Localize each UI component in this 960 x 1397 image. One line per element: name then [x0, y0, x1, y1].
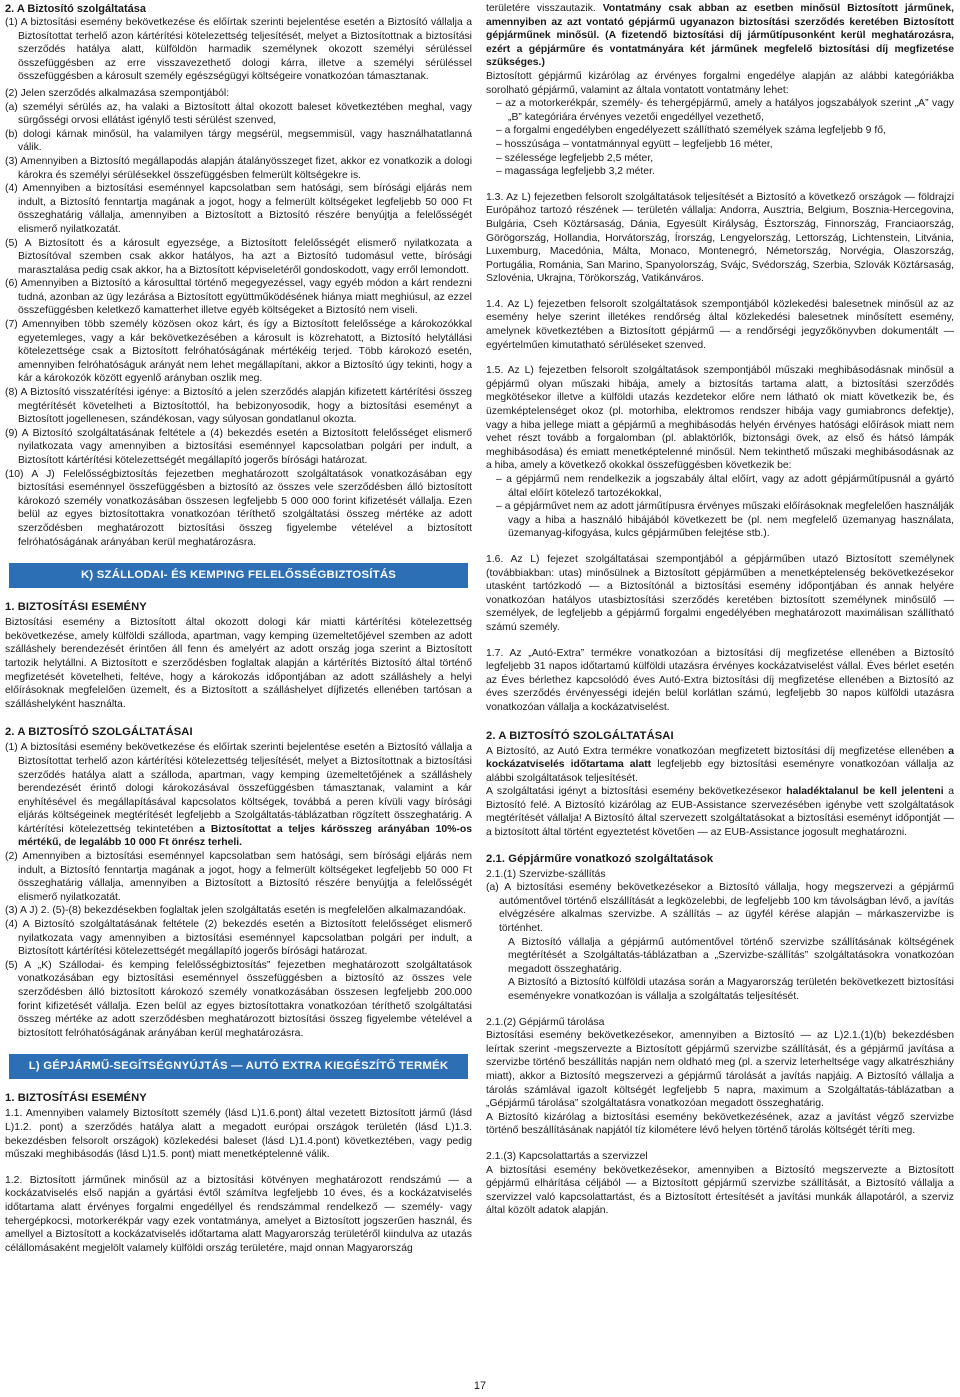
subsection-title: 2.1. Gépjárműre vonatkozó szolgáltatások [486, 852, 714, 865]
paragraph: 2.1.(3) Kapcsolattartás a szervizzel [486, 1150, 648, 1162]
paragraph: 1.7. Az „Autó-Extra” termékre vonatkozóan a biztosítási díj megfizetése ellenében a Biztosító legfeljebb 31 napos időtartamú külföldi utazásra érvényes kockázatviselést vállal. Éves bérlet esetén az Éves bérlethez kapcsolódó éves Autó-Extra biztosítási díj megfizetése ellenében a Biztosító az éves szerződés érvényességi idején belül korlátlan számú, legfeljebb 30 napos külföldi utazásra vonatkozóan vállalja a kockázatviselést. [486, 647, 954, 713]
paragraph: 2.1.(2) Gépjármű tárolása [486, 1016, 605, 1028]
page-number: 17 [473, 1380, 487, 1392]
paragraph: 1.2. Biztosított járműnek minősül az a biztosítási kötvényen meghatározott rendszámú — a kockázatviselés első napján a gyártási évtől számítva legfeljebb 10 éves, és a kockázatviselés időtartama alatt érvényes forgalmi engedéllyel és rendszámmal rendelkező — személy- vagy tehergépkocsi, motorkerékpár vagy ezek vontatmánya, amelyet a Biztosított jogszerűen használ, és amellyel a Biztosított a kockázatviselés időtartama alatt Magyarország területéről kiindulva az utazás célállomásaként megjelölt valamely külföldi ország területére, majd onnan Magyarország [5, 1174, 472, 1254]
paragraph: (1) A biztosítási esemény bekövetkezése és előírtak szerinti bejelentése esetén a Biztosító vállalja a Biztosítottat terhelő azon kártérítési kötelezettség teljesítését, melyet a Biztosítottnak a biztosítási szerződés hatálya alatt a szálloda, apartman, vagy kemping üzemeltetőjének a szálláshely berendezését érintő dologi károkozásával összefüggésben támasztanak, valamint a kár enyhítésével és megállapításával kapcsolatos költségek, továbbá a peren kívüli vagy bírósági eljárás költségeinek megtérítését legfeljebb a Szolgáltatás-táblázatban rögzített összeghatárig. A kártérítési kötelezettség tekintetében a Biztosítottat a teljes kárösszeg arányában 10%-os mértékű, de legalább 10 000 Ft önrész terheli. [5, 742, 473, 849]
list-item: – a forgalmi engedélyben engedélyezett szállítható személyek száma legfeljebb 9 fő, [496, 125, 886, 137]
section-title: 2. A Biztosító szolgáltatása [5, 3, 146, 15]
paragraph: (4) A Biztosító szolgáltatásának feltétele (2) bekezdés esetén a Biztosított felelősséget elismerő nyilatkozata vagy amennyiben a biztosítási eseménnyel kapcsolatban polgári per indult, a Biztosított kártérítési kötelezettségét megállapító jogerős bírósági határozat. [5, 919, 472, 958]
paragraph: (4) Amennyiben a biztosítási eseménnyel kapcsolatban sem hatósági, sem bírósági eljárás nem indult, a Biztosító fenntartja magának a jogot, hogy a felmerült költségeket legfeljebb 50 000 Ft összeghatárig vállalja, amennyiben a Biztosított a Biztosító részére benyújtja a felelősségét elismerő nyilatkozatát. [5, 183, 472, 235]
paragraph: 1.1. Amennyiben valamely Biztosított személy (lásd L)1.6.pont) által vezetett Biztosított jármű (lásd L)1.2. pont) a szerződés hatálya alatt a megadott európai országok területén (lásd L)1.3. bekezdésben felsorolt országok) közlekedési baleset (lásd L)1.4.pont) következtében, vagy pedig műszaki meghibásodás (lásd L)1.5. pont) miatt menetképtelenné válik. [5, 1108, 472, 1161]
paragraph: 1.5. Az L) fejezetben felsorolt szolgáltatások szempontjából műszaki meghibásodásnak minősül a gépjármű olyan műszaki hibája, amely a biztosítás tartama alatt, a biztosítási szerződés megkötésekor illetve a külföldi utazás kezdetekor előre nem látható ok miatt következik be, és üzemképtelenséget okoz (pl. motorhiba, elektromos rendszer hibája vagy gumiabroncs defektje), vagy a hiba jellege miatt a gépjármű a meghibásodás helyén érvényes hatósági előírások miatt nem vehet részt tovább a forgalomban (pl. ablaktörlők, biztonsági övek, az első és hátsó lámpák meghibásodása) és emiatt menetképtelenné minősül. Nem tekinthető műszaki meghibásodásnak az a hiba, amely a következő okokkal összefüggésben következik be: [486, 365, 954, 472]
paragraph: (2) Jelen szerződés alkalmazása szempontjából: [5, 87, 230, 99]
paragraph: Biztosítási esemény a Biztosított által okozott dologi kár miatti kártérítési kötelezettség bekövetkezése, amely külföldi szálloda, apartman, vagy kemping üzemeltetőjével szemben az adott szálláshely berendezését érintően áll fenn és amelyért az adott ország joga szerint a Biztosított tartozik helytállni. A Biztosított e szerződésben foglaltak alapján a kártérítés Biztosító által történő megfizetését követelheti, feltéve, hogy a károkozás időpontjában az adott szálláshely a helyi előírásoknak megfelelően üzemelt, és a Biztosított a szálláshelyet díjfizetés ellenében tartósan a szálláshelyként használta. [5, 617, 472, 710]
list-item: – a gépjármű nem rendelkezik a jogszabály által előírt, vagy az adott gépjárműtípusnál a gyártó által előírt kötelező tartozékokkal, [496, 474, 954, 499]
paragraph: (6) Amennyiben a Biztosító a károsulttal történő megegyezéssel, vagy egyéb módon a kárt rendezni tudná, azonban az ügy lezárása a Biztosított együttműködésének hiánya miatt meghiúsul, az ezzel összefüggésben keletkező kamatterhet illetve egyéb költségeket a Biztosító nem viseli. [5, 278, 472, 317]
paragraph: A Biztosító vállalja a gépjármű autómentővel történő szervizbe szállításának költségének megtérítését a Szolgáltatás-táblázatban a „Szervizbe-szállítás” szolgáltatásokra vonatkozóan megadott összeghatárig. [508, 936, 954, 975]
paragraph: területére visszautazik. Vontatmány csak abban az esetben minősül Biztosított járműnek, amennyiben az azt vontató gépjármű ugyanazon biztosítási szerződés keretében Biztosított gépjárműnek minősül. (A fizetendő biztosítási díj járműtípusonként kerül meghatározásra, ezért a gépjárműre és vontatmányára két járműnek megfelelő biztosítási díj megfizetése szükséges.) [486, 3, 954, 69]
list-item: – magassága legfeljebb 3,2 méter. [496, 166, 655, 178]
paragraph: 1.6. Az L) fejezet szolgáltatásai szempontjából a gépjárműben utazó Biztosított személynek (továbbiakban: utas) minősülnek a Biztosított gépjárműben a menetképtelenség bekövetkezésekor utasként tartózkodó — a Biztosítónál a biztosítási esemény időpontjában és annak helyére vonatkozóan hatályos utasbiztosítási szerződés keretében biztosított személynek minősülő — személyek, de legfeljebb a gépjármű forgalmi engedélyében meghatározott maximálisan szállítható számú személy. [486, 553, 954, 633]
paragraph: 1.4. Az L) fejezetben felsorolt szolgáltatások szempontjából közlekedési balesetnek minősül az az esemény helye szerint illetékes rendőrség által közlekedési balesetnek minősített esemény, amelynek következtében a Biztosított gépjármű — a rendőrségi jegyzőkönyvben dokumentált — egyértelműen kimutatható sérüléseket szenved. [486, 298, 954, 351]
subsection-title: 2. A BIZTOSÍTÓ SZOLGÁLTATÁSAI [5, 726, 193, 739]
paragraph: (a) személyi sérülés az, ha valaki a Biztosított által okozott baleset következtében meghal, vagy sürgősségi orvosi ellátást igénylő testi sérülést szenved, [5, 101, 472, 127]
left-column [5, 2, 472, 1255]
paragraph: A biztosítási esemény bekövetkezésekor, amennyiben a Biztosító megszervezte a Biztosított gépjármű elhárítása céljából — a Biztosított gépjármű szervizbe szállítását, a Biztosító vállalja a szervizzel való kapcsolattartást, és a Biztosított értesítését a javítási munkák állapotáról, a szerviz által közölt adatok alapján. [486, 1164, 954, 1217]
paragraph: (3) Amennyiben a Biztosító megállapodás alapján átalányösszeget fizet, akkor ez vonatkozik a dologi károkra és személyi sérülésekkel összefüggésben felmerült költségekre is. [5, 155, 472, 181]
paragraph: 2.1.(1) Szervizbe-szállítás [486, 868, 606, 880]
section-banner-l: L) GÉPJÁRMŰ-SEGÍTSÉGNYÚJTÁS — AUTÓ EXTRA KIEGÉSZÍTŐ TERMÉK [9, 1054, 468, 1079]
subsection-title: 1. BIZTOSÍTÁSI ESEMÉNY [5, 601, 147, 614]
subsection-title: 1. BIZTOSÍTÁSI ESEMÉNY [5, 1092, 147, 1105]
paragraph: (10) A J) Felelősségbiztosítás fejezetben meghatározott szolgáltatások vonatkozásában egy biztosítási eseménnyel összefüggésben a biztosító az összes vele szerződésben álló biztosított károkozó személy vonatkozásában összesen legfeljebb 5 000 000 forint kifizetését vállalja. Ezen belül az egyes biztosítottakra vonatkozóan téríthető szolgáltatási összeg mértéke az adott szerződésben meghatározott biztosítási összeg figyelembe vételével a biztosított felróhatóságának arányában kerül meghatározásra. [5, 468, 472, 548]
list-item: – hosszúsága – vontatmánnyal együtt – legfeljebb 16 méter, [496, 138, 773, 150]
paragraph: 1.3. Az L) fejezetben felsorolt szolgáltatások teljesítését a Biztosító a következő országok — földrajzi Európához tartozó részének — területén vállalja: Andorra, Ausztria, Belgium, Bosznia-Hercegovina, Bulgária, Cseh Köztársaság, Dánia, Egyesült Királyság, Észtország, Finnország, Franciaország, Görögország, Hollandia, Horvátország, Írország, Lengyelország, Lettország, Lichtenstein, Litvánia, Luxemburg, Macedónia, Málta, Monaco, Montenegró, Németország, Norvégia, Olaszország, Portugália, Románia, San Marino, Spanyolország, Svájc, Svédország, Szerbia, Szlovák Köztársaság, Szlovénia, Ukrajna, Törökország, Vatikánváros. [486, 191, 954, 285]
paragraph: A Biztosító a Biztosító külföldi utazása során a Magyarország területén bekövetkezett biztosítási eseményekre vonatkozóan is vállalja a szolgáltatás teljesítését. [508, 977, 954, 1002]
paragraph: A Biztosító, az Autó Extra termékre vonatkozóan megfizetett biztosítási díj megfizetése ellenében a kockázatviselés időtartama alatt legfeljebb egy biztosítási eseményre vonatkozóan vállalja az alábbi szolgáltatások teljesítését. [486, 745, 954, 784]
right-column [486, 2, 954, 1218]
paragraph: (1) A biztosítási esemény bekövetkezése és előírtak szerinti bejelentése esetén a Biztosító vállalja a Biztosítottat terhelő azon kártérítési kötelezettség teljesítését, melyet a Biztosítottnak a biztosítási szerződés hatálya alatt, külföldön harmadik személynek okozott személyi sérüléssel összefüggésben az erre visszavezethető dologi kárra, illetve a személyi sérüléssel összefüggésben a károsult személy egészségügyi költségeire vonatkozóan támasztanak. [5, 17, 472, 83]
paragraph: (a) A biztosítási esemény bekövetkezésekor a Biztosító vállalja, hogy megszervezi a gépjármű autómentővel történő elszállítását a legközelebbi, de legfeljebb 100 km távolságban lévő, a javítás elvégzésére alkalmas szervizbe. A szállítás – az ügyfél kérése alapján – márkaszervizbe is történhet. [486, 882, 954, 935]
list-item: – a gépjárművet nem az adott járműtípusra érvényes műszaki előírásoknak megfelelően használják vagy a hiba a használó hibájából következett be (pl. nem megfelelő üzemanyag használata, üzemanyag-kifogyása, kulcs gépjárműben felejtése stb.). [496, 501, 954, 540]
subsection-title: 2. A BIZTOSÍTÓ SZOLGÁLTATÁSAI [486, 729, 674, 742]
paragraph: (8) A Biztosító visszatérítési igénye: a Biztosító a jelen szerződés alapján kifizetett kártérítési összeg megtérítését követelheti a Biztosítottól, ha bebizonyosodik, hogy a biztosítási eseményt a Biztosított jogellenesen, szándékosan, vagy súlyosan gondatlanul okozta. [5, 387, 472, 426]
paragraph: (5) A „K) Szállodai- és kemping felelősségbiztosítás” fejezetben meghatározott szolgáltatások vonatkozásában egy biztosítási eseménnyel összefüggésben a biztosító az összes vele szerződésben álló biztosított károkozó személy vonatkozásában összesen legfeljebb 200.000 forint kifizetését vállalja. Ezen belül az egyes biztosítottakra vonatkozóan téríthető szolgáltatási összeg mértéke az adott szerződésben meghatározott biztosítási összeg figyelembe vételével a biztosított felróhatóságának arányában kerül meghatározásra. [5, 959, 472, 1039]
paragraph: (9) A Biztosító szolgáltatásának feltétele a (4) bekezdés esetén a Biztosított felelősséget elismerő nyilatkozata vagy amennyiben a biztosítási eseménnyel kapcsolatban polgári per indult, a Biztosított kártérítési kötelezettségét megállapító jogerős bírósági határozat. [5, 427, 472, 466]
paragraph: Biztosítási esemény bekövetkezésekor, amennyiben a Biztosító — az L)2.1.(1)(b) bekezdésben leírtak szerint -megszervezte a Biztosított gépjármű szervizbe szállítását, és a gépjármű javítása a szervizbe történő beszállítás napján nem oldható meg (pl. a szerviz leterheltsége vagy alkatrészhiány miatt), akkor a Biztosító megszervezi a gépjármű tárolását a javítás napjáig. A Biztosító vállalja a tárolás számlával igazolt költségét legfeljebb 5 napra, maximum a Szolgáltatás-táblázatban a „Gépjármű tárolása” szolgáltatásra vonatkozóan megadott összeghatárig. [486, 1030, 954, 1110]
paragraph: (5) A Biztosított és a károsult egyezsége, a Biztosított felelősségét elismerő nyilatkozata a Biztosítóval szemben csak akkor hatályos, ha azt a Biztosító tudomásul vette, bírósági marasztalása pedig csak akkor, ha a Biztosított képviseletéről gondoskodott, vagy erről lemondott. [5, 237, 472, 276]
paragraph: (7) Amennyiben több személy közösen okoz kárt, és így a Biztosított felelőssége a károkozókkal egyetemleges, vagy a kár bekövetkezésében a károsult is közrehatott, a Biztosító helytállási kötelezettsége csak a Biztosított felróhatóságának mértékéig terjed. Több károkozó esetén, amennyiben felróhatóságuk arányát nem lehet megállapítani, akkor a Biztosító úgy tekinti, hogy a kár a károkozók között egyenlő arányban oszlik meg. [5, 319, 472, 385]
paragraph: (3) A J) 2. (5)-(8) bekezdésekben foglaltak jelen szolgáltatás esetén is megfelelően alkalmazandóak. [5, 905, 466, 917]
section-banner-k: K) SZÁLLODAI- ÉS KEMPING FELELŐSSÉGBIZTOSÍTÁS [9, 563, 468, 588]
list-item: – az a motorkerékpár, személy- és tehergépjármű, amely a hatályos jogszabályok szerint „A” vagy „B” kategóriára érvényes vezetői engedéllyel vezethető, [496, 98, 954, 123]
paragraph: (b) dologi kárnak minősül, ha valamilyen tárgy megsérül, megsemmisül, vagy használhatatlanná válik. [5, 128, 472, 154]
paragraph: A Biztosító kizárólag a biztosítási esemény bekövetkezésének, azaz a javítást végző szervizbe történő beszállításának napjától tíz kilométere lévő helyen történő tárolás költségét téríti meg. [486, 1111, 954, 1137]
paragraph: (2) Amennyiben a biztosítási eseménnyel kapcsolatban sem hatósági, sem bírósági eljárás nem indult, a Biztosító fenntartja magának a jogot, hogy a felmerült költségeket legfeljebb 50 000 Ft összeghatárig vállalja, amennyiben a Biztosított a Biztosító részére benyújtja a felelősségét elismerő nyilatkozatát. [5, 851, 472, 903]
paragraph: Biztosított gépjármű kizárólag az érvényes forgalmi engedélye alapján az alábbi kategóriákba sorolható gépjármű, valamint az általa vontatott vontatmány lehet: [486, 70, 954, 96]
list-item: – szélessége legfeljebb 2,5 méter, [496, 152, 654, 164]
paragraph: A szolgáltatási igényt a biztosítási esemény bekövetkezéseкor haladéktalanul be kell jelenteni a Biztosító felé. A Biztosító kizárólag az EUB-Assistance szervezésében igénybe vett szolgáltatások megtérítését vállalja! A Biztosító által szervezett szolgáltatásokat a biztosítási eseményt időpontját — a biztosított által történt egyeztetést követően — az EUB-Assistance jogosult meghatározni. [486, 786, 954, 839]
